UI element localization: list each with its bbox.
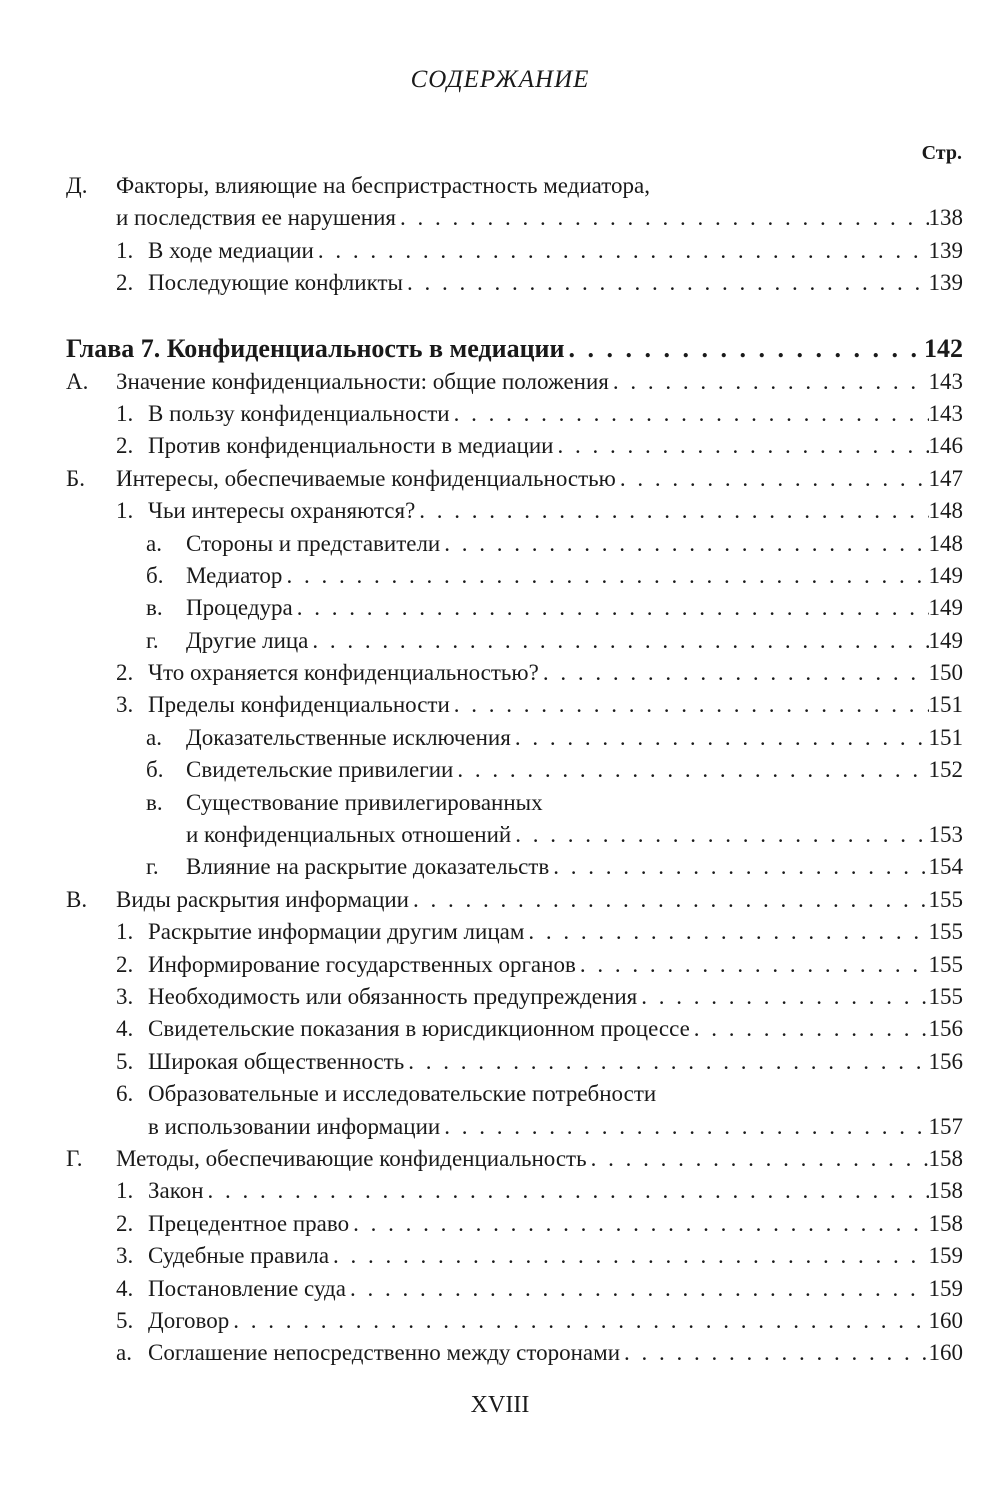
toc-entry [66,819,963,851]
toc-page-number: 158 [928,1178,963,1204]
toc-entry-marker: 2. [116,951,134,977]
toc-entry [66,1175,963,1207]
toc-entry-title: и последствия ее нарушения [116,205,396,231]
toc-entry-marker: 1. [116,237,134,263]
toc-page-number: 143 [928,400,963,426]
toc-entry-title: Существование привилегированных [186,789,543,815]
toc-entry [66,722,963,754]
toc-entry-title: Медиатор [186,562,283,588]
toc-entry [66,754,963,786]
toc-page-number: 154 [928,854,963,880]
toc-entry-title: Договор [148,1307,230,1333]
toc-page-number: 155 [928,983,963,1009]
toc-entry-title: Другие лица [186,627,309,653]
toc-entry [66,1208,963,1240]
dot-leader [637,981,928,1013]
toc-entry [66,981,963,1013]
toc-entry-marker: в. [146,789,163,815]
toc-entry-title: в использовании информации [148,1113,441,1139]
toc-entry-title: Влияние на раскрытие доказательств [186,854,550,880]
dot-leader [329,1240,928,1272]
toc-entry-title: Факторы, влияющие на беспристрастность медиатора, [116,173,650,198]
toc-entry [66,657,963,689]
toc-entry-marker: 1. [116,1178,134,1204]
dot-leader [549,851,928,883]
toc-entry-marker: а. [116,1340,132,1366]
toc-chapter-row [66,332,963,366]
toc-page-number: 138 [928,205,963,231]
toc-entry [66,495,963,527]
toc-entry [66,1143,963,1175]
toc-entry-title: Процедура [186,595,293,621]
toc-page-number: 159 [928,1275,963,1301]
dot-leader [415,495,928,527]
page-column-label: Стр. [921,142,962,164]
toc-entry-marker: г. [146,627,159,653]
toc-entry-marker: 2. [116,660,134,686]
toc-entry-title: Постановление суда [148,1275,346,1301]
toc-page-number: 143 [928,368,963,394]
dot-leader [440,528,928,560]
toc-entry-marker: 3. [116,1243,134,1269]
toc-entry [66,463,963,495]
toc-page-number: 139 [928,237,963,263]
toc-page-number: 139 [928,270,963,296]
toc-entry-marker: Б. [66,465,85,491]
toc-entry-title: Образовательные и исследовательские потребности [148,1081,657,1107]
toc-entry [66,528,963,560]
toc-entry [66,1305,963,1337]
toc-entry-title: Раскрытие информации другим лицам [148,919,525,945]
toc-entry-marker: г. [146,854,159,880]
dot-leader [609,366,929,398]
toc-entry-marker: А. [66,368,89,394]
toc-entry-title: В ходе медиации [148,237,314,263]
dot-leader [450,689,929,721]
dot-leader [511,722,929,754]
dot-leader [346,1273,929,1305]
toc-entry-marker: 3. [116,983,134,1009]
toc-entry [66,398,963,430]
toc-entry-title: Соглашение непосредственно между сторонами [148,1340,621,1366]
toc-entry-marker: Г. [66,1145,83,1171]
toc-entry-title: Судебные правила [148,1243,330,1269]
toc-page-number: 157 [928,1113,963,1139]
toc-entry-title: Необходимость или обязанность предупреждения [148,983,638,1009]
toc-entry-marker: 4. [116,1016,134,1042]
toc-page-number: 160 [928,1307,963,1333]
dot-leader [308,625,928,657]
toc-page-number: 155 [928,886,963,912]
dot-leader [620,1337,928,1369]
toc-entry-marker: 1. [116,400,134,426]
toc-entry [66,1337,963,1369]
dot-leader [349,1208,928,1240]
toc-entry-marker: 3. [116,692,134,718]
toc-entry-title: Стороны и представители [186,530,441,556]
toc-entry [66,1046,963,1078]
toc-entry-marker: Д. [66,173,88,198]
toc-entry [66,787,963,819]
toc-entry-marker: 5. [116,1307,134,1333]
dot-leader [587,1143,929,1175]
toc-entry-title: Интересы, обеспечиваемые конфиденциальностью [116,465,616,491]
toc-entry-title: Закон [148,1178,204,1204]
dot-leader [204,1175,929,1207]
toc-page-number: 156 [928,1016,963,1042]
toc-entry-title: Доказательственные исключения [186,724,511,750]
dot-leader [539,657,929,689]
toc-page-number: 146 [928,433,963,459]
toc-page-number: 159 [928,1243,963,1269]
toc-entry-marker: 1. [116,498,134,524]
dot-leader [440,1111,928,1143]
dot-leader [453,754,928,786]
toc-entry [66,851,963,883]
dot-leader [524,916,928,948]
toc-entry-title: Широкая общественность [148,1048,405,1074]
toc-entry [66,1013,963,1045]
toc-entry-marker: б. [146,757,164,783]
dot-leader [404,1046,928,1078]
dot-leader [403,267,929,299]
toc-page-number: 149 [928,562,963,588]
toc-entry [66,560,963,592]
toc-entry-title: Виды раскрытия информации [116,886,409,912]
toc-page-number: 151 [928,692,963,718]
toc-entry [66,592,963,624]
toc-page-number: 155 [928,919,963,945]
toc-entry [66,202,963,234]
toc-entry-title: Против конфиденциальности в медиации [148,433,554,459]
toc-entry-marker: 2. [116,433,134,459]
toc-page-number: 156 [928,1048,963,1074]
toc-page-number: 153 [928,822,963,848]
toc-entry [66,1240,963,1272]
toc-entry [66,1111,963,1143]
toc-entry [66,1273,963,1305]
dot-leader [314,235,929,267]
toc-entry-title: Информирование государственных органов [148,951,576,977]
toc-entry-marker: 1. [116,919,134,945]
toc-page-number: 158 [928,1210,963,1236]
toc-entry [66,625,963,657]
dot-leader [229,1305,928,1337]
toc-entry-title: Методы, обеспечивающие конфиденциальность [116,1145,587,1171]
toc-page-number: 150 [928,660,963,686]
toc-entry-marker: 2. [116,1210,134,1236]
toc-entry [66,430,963,462]
toc-entry-title: и конфиденциальных отношений [186,822,512,848]
toc-spacer [66,300,963,332]
toc-entry [66,1078,963,1110]
toc-entry [66,916,963,948]
toc-entry-title: В пользу конфиденциальности [148,400,450,426]
toc-page-number: 142 [924,333,963,363]
toc-entry-title: Что охраняется конфиденциальностью? [148,660,539,686]
toc-entry-marker: в. [146,595,163,621]
toc-entry [66,884,963,916]
toc-entry-title: Прецедентное право [148,1210,350,1236]
toc-entry-marker: 4. [116,1275,134,1301]
toc-entry [66,170,963,202]
toc-entry-title: Чьи интересы охраняются? [148,498,416,524]
toc-entry-title: Свидетельские показания в юрисдикционном процессе [148,1016,690,1042]
toc-entry-marker: 2. [116,270,134,296]
toc-entry [66,949,963,981]
toc-entry-title: Значение конфиденциальности: общие положения [116,368,609,394]
toc-page-number: 151 [928,724,963,750]
toc-entry-title: Свидетельские привилегии [186,757,454,783]
toc-entry [66,689,963,721]
page-number: XVIII [470,1392,530,1418]
toc-entry-marker: б. [146,562,164,588]
toc-entry-marker: 6. [116,1081,134,1107]
dot-leader [553,430,928,462]
toc-entry [66,267,963,299]
toc-entry-title: Последующие конфликты [148,270,403,296]
toc-entry-marker: 5. [116,1048,134,1074]
dot-leader [293,592,929,624]
toc-entry-marker: а. [146,724,162,750]
toc-entry-marker: а. [146,530,162,556]
page-title: СОДЕРЖАНИЕ [410,66,590,93]
dot-leader [690,1013,929,1045]
dot-leader [282,560,928,592]
toc-entry [66,366,963,398]
table-of-contents [66,170,963,1370]
dot-leader [565,332,924,366]
toc-page-number: 160 [928,1340,963,1366]
toc-page-number: 148 [928,498,963,524]
toc-entry-marker: В. [66,886,88,912]
toc-page-number: 152 [928,757,963,783]
dot-leader [576,949,929,981]
dot-leader [396,202,929,234]
chapter-title: Глава 7. Конфиденциальность в медиации [66,333,565,363]
toc-page-number: 147 [928,465,963,491]
toc-page-number: 148 [928,530,963,556]
toc-page-number: 149 [928,627,963,653]
toc-page-number: 155 [928,951,963,977]
dot-leader [511,819,928,851]
dot-leader [616,463,929,495]
dot-leader [450,398,929,430]
dot-leader [409,884,929,916]
toc-page-number: 158 [928,1145,963,1171]
toc-entry-title: Пределы конфиденциальности [148,692,450,718]
toc-entry [66,235,963,267]
toc-page-number: 149 [928,595,963,621]
